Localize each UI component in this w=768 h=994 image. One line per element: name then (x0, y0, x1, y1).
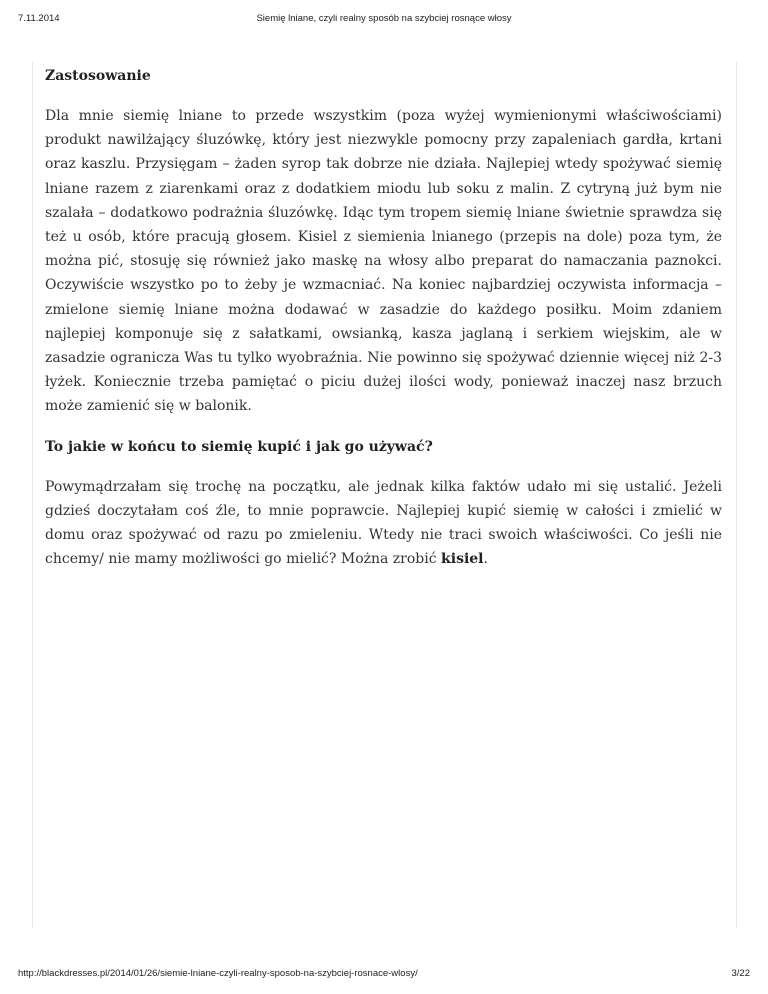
print-page-title: Siemię lniane, czyli realny sposób na szybciej rosnące włosy (256, 13, 512, 24)
print-header (0, 13, 768, 27)
paragraph-end: . (483, 551, 488, 568)
print-footer (0, 968, 768, 982)
article-body (45, 64, 722, 571)
print-url: http://blackdresses.pl/2014/01/26/siemie-lniane-czyli-realny-sposob-na-szybciej-rosnace-wlosy/ (18, 968, 418, 979)
section-heading-jak-kupic: To jakie w końcu to siemię kupić i jak go używać? (45, 438, 433, 455)
paragraph-zastosowanie: Dla mnie siemię lniane to przede wszystkim (poza wyżej wymienionymi właściwościami) produkt nawilżający śluzówkę, który jest niezwykle pomocny przy zapaleniach gardła, krtani oraz kaszlu. Przysięgam – żaden syrop tak dobrze nie działa. Najlepiej wtedy spożywać siemię lniane razem z ziarenkami oraz z dodatkiem miodu lub soku z malin. Z cytryną już bym nie szalała – dodatkowo podrażnia śluzówkę. Idąc tym tropem siemię lniane świetnie sprawdza się też u osób, które pracują głosem. Kisiel z siemienia lnianego (przepis na dole) poza tym, że można pić, stosuję się również jako maskę na włosy albo preparat do namaczania paznokci. Oczywiście wszystko po to żeby je wzmacniać. Na koniec najbardziej oczywista informacja – zmielone siemię lniane można dodawać w zasadzie do każdego posiłku. Moim zdaniem najlepiej komponuje się z sałatkami, owsianką, kasza jaglaną i serkiem wiejskim, ale w zasadzie ogranicza Was tu tylko wyobraźnia. Nie powinno się spożywać dziennie więcej niż 2-3 łyżek. Koniecznie trzeba pamiętać o piciu dużej ilości wody, ponieważ inaczej nasz brzuch może zamienić się w balonik. (45, 108, 722, 415)
kisiel-link[interactable]: kisiel (441, 551, 484, 568)
paragraph-jak-kupic-text: Powymądrzałam się trochę na początku, ale jednak kilka faktów udało mi się ustalić. Jeżeli gdzieś doczytałam coś źle, to mnie poprawcie. Najlepiej kupić siemię w całości i zmielić w domu oraz spożywać od razu po zmieleniu. Wtedy nie traci swoich właściwości. Co jeśli nie chcemy/ nie mamy możliwości go mielić? Można zrobić (45, 478, 722, 568)
print-date: 7.11.2014 (18, 13, 60, 24)
print-page-number: 3/22 (731, 968, 750, 979)
paragraph-jak-kupic (45, 475, 722, 572)
section-heading-zastosowanie: Zastosowanie (45, 68, 151, 84)
